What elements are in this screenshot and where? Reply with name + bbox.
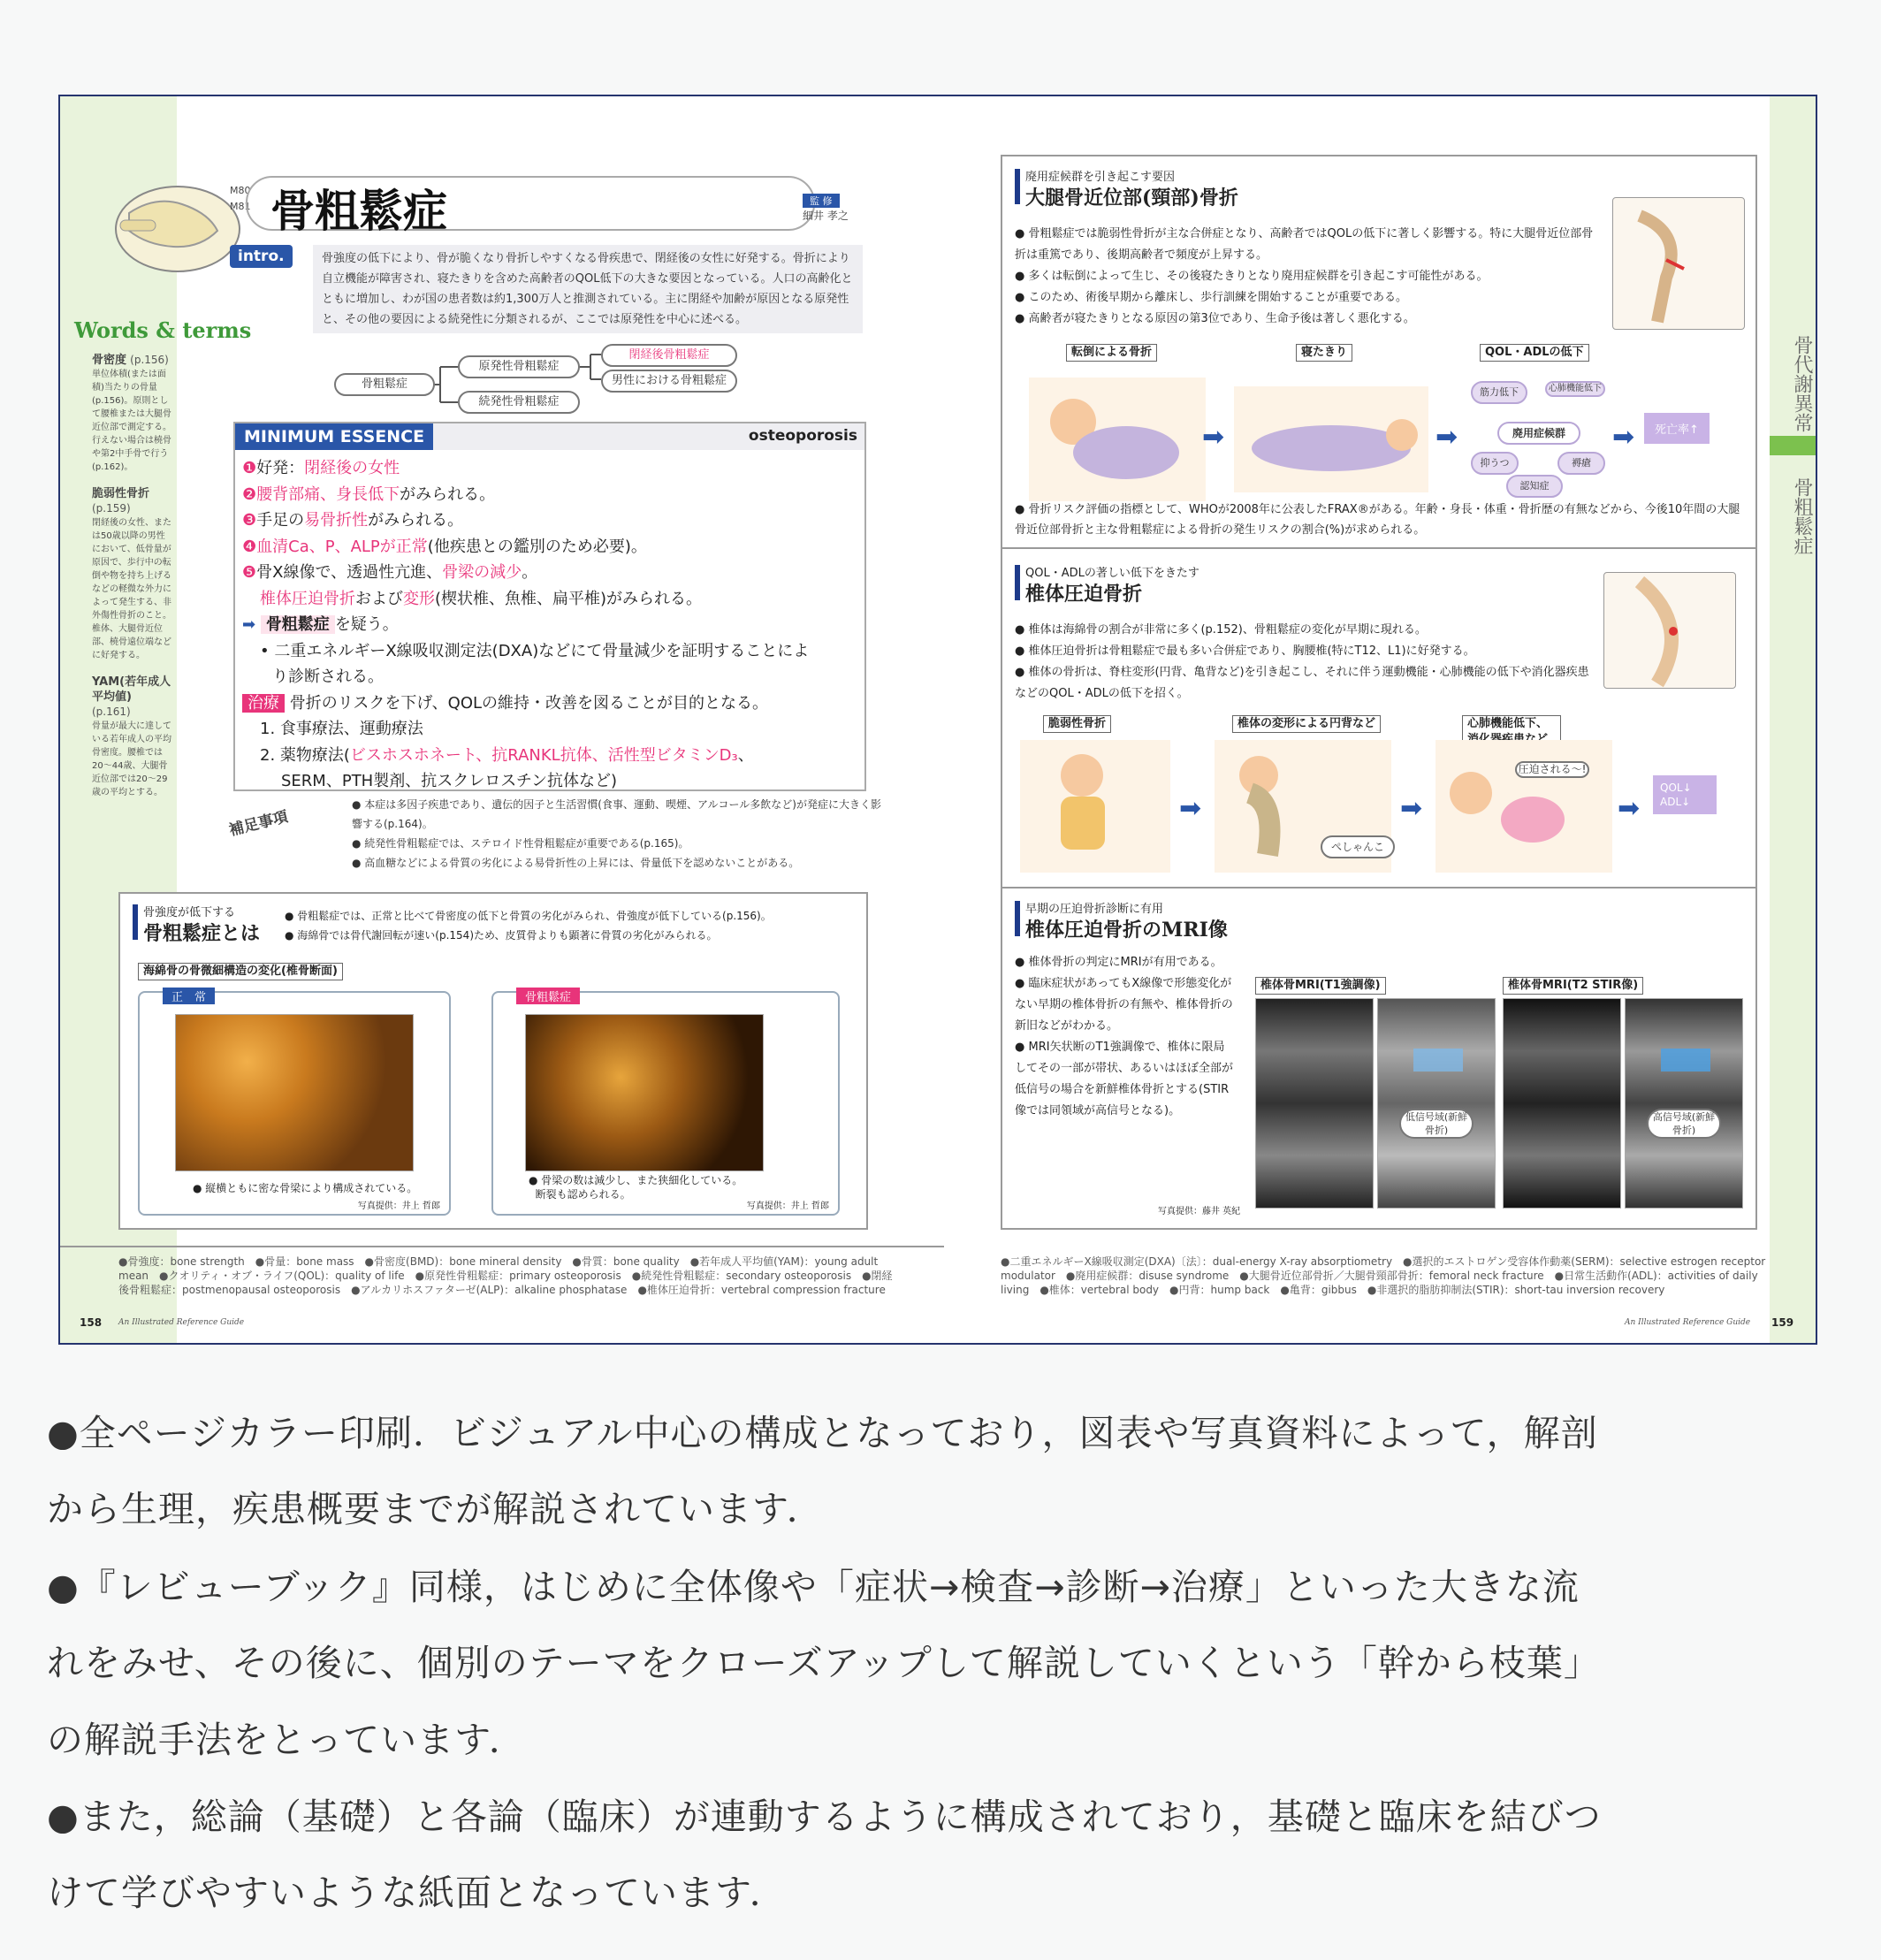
supplement-label: 補足事項 (227, 807, 291, 840)
elderly-lifting-icon (1020, 740, 1170, 873)
supplement-item: ● 続発性骨粗鬆症では、ステロイド性骨粗鬆症が重要である(p.165)。 (352, 837, 689, 850)
essence-treatment: 治療 骨折のリスクを下げ、QOLの維持・改善を図ることが目的となる。 (242, 690, 809, 717)
icd-code: M80 M81 (230, 185, 251, 212)
s1-bullet: ● 高齢者が寝たきりとなる原因の第3位であり、生命予後は著しく悪化する。 (1015, 312, 1415, 325)
mri-stir-photo-a (1503, 998, 1621, 1209)
word-entry: YAM(若年成人平均値) (p.161) 骨量が最大に達している若年成人の平均骨密度。腰椎では20〜44歳、大腿骨近位部では20〜29歳の平均とする。 (92, 675, 171, 797)
essence-item: ❶好発：閉経後の女性 (242, 459, 400, 477)
mri-credit: 写真提供：藤井 英紀 (1158, 1207, 1241, 1216)
s1-subtitle: 廃用症候群を引き起こす要因 (1025, 171, 1176, 184)
s1-bullet: ● このため、術後早期から離床し、歩行訓練を開始することが重要である。 (1015, 291, 1407, 304)
tree-secondary: 続発性骨粗鬆症 (458, 391, 580, 414)
bone-box-notes (285, 906, 859, 945)
essence-suspect: ➡ 骨粗鬆症 を疑う。 (242, 615, 399, 634)
s1-bullet: ● 多くは転倒によって生じ、その後寝たきりとなり廃用症候群を引き起こす可能性がある。 (1015, 270, 1489, 283)
s2-bullet: ● 椎体は海綿骨の割合が非常に多く(p.152)、骨粗鬆症の変化が早期に現れる。 (1015, 623, 1427, 637)
s3-bullet: ● 椎体骨折の判定にMRIが有用である。 (1015, 956, 1222, 969)
s1-title: 大腿骨近位部(頸部)骨折 (1025, 187, 1238, 210)
section-bar (1015, 565, 1020, 600)
tab-disease: 骨粗鬆症 (1791, 477, 1813, 555)
tree-primary: 原発性骨粗鬆症 (458, 355, 580, 378)
bedridden-illustration (1234, 386, 1428, 492)
flow-kyphosis: 椎体の変形による円背など (1232, 715, 1381, 733)
intro-label: intro. (230, 245, 293, 268)
mri-t1-label: 椎体骨MRI(T1強調像) (1255, 977, 1386, 995)
s3-subtitle: 早期の圧迫骨折診断に有用 (1025, 903, 1164, 916)
qol-adl-result: QOL↓ ADL↓ (1653, 775, 1717, 814)
section-bar (133, 904, 138, 940)
section-bar (1015, 169, 1020, 204)
flow-bedridden: 寝たきり (1296, 344, 1352, 362)
words-list (92, 353, 171, 799)
bone-box-title: 骨粗鬆症とは (143, 922, 261, 945)
osteo-bone-panel (491, 991, 840, 1216)
speech-bubble: 圧迫される〜! (1515, 761, 1589, 778)
fall-illustration (1029, 378, 1206, 501)
tree-male: 男性における骨粗鬆症 (601, 370, 737, 393)
normal-note: ● 縦横ともに密な骨梁により構成されている。 (193, 1182, 418, 1194)
high-signal-area (1661, 1049, 1710, 1072)
flow-fall-fracture: 転倒による骨折 (1066, 344, 1157, 362)
s2-bullet: ● 椎体圧迫骨折は骨粗鬆症で最も多い合併症であり、胸腰椎(特にT12、L1)に好発する。 (1015, 644, 1475, 658)
supplement-item: ● 本症は多因子疾患であり、遺伝的因子と生活習慣(食事、運動、喫煙、アルコール多飲など)が発症に大きく影響する(p.164)。 (352, 798, 881, 830)
description-line: けて学びやすいような紙面となっています． (47, 1872, 787, 1914)
frax-note: ● 骨折リスク評価の指標として、WHOが2008年に公表したFRAX®がある。年齢・身長・体重・骨折歴の有無などから、今後10年間の大腿骨近位部骨折と主な骨粗鬆症による骨折の発生リスクの割合(%)が求められる。 (1015, 503, 1740, 537)
description-line: ●『レビューブック』同様，はじめに全体像や「症状→検査→診断→治療」といった大きな流 (47, 1566, 1580, 1608)
s2-subtitle: QOL・ADLの著しい低下をきたす (1025, 567, 1199, 580)
supervisor-label: 監 修 (803, 194, 840, 208)
normal-bone-photo (175, 1014, 414, 1171)
speech-bubble: ぺしゃんこ (1321, 835, 1395, 858)
description-line: の解説手法をとっています． (47, 1719, 526, 1761)
description-line: ●全ページカラー印刷．ビジュアル中心の構成となっており，図表や写真資料によって，解剖 (47, 1412, 1598, 1454)
right-footer-glossary: ●二重エネルギーX線吸収測定(DXA)〔法〕：dual-energy X-ray absorptiometry ●選択的エストロゲン受容体作動薬(SERM)：selective estrogen receptor modulator ●廃用症候群：disuse syndrome ●大腿骨近位部骨折／大腿骨頸部骨折：femoral neck fracture ●日常生活動作(ADL)：activities of daily living ●椎体：vertebral body ●円背：hump back ●亀背：gibbus ●非選択的脂肪抑制法(STIR)：short-tau inversion recovery (1001, 1255, 1766, 1296)
flow-fragility-fracture: 脆弱性骨折 (1043, 715, 1111, 733)
right-index-tab (1770, 96, 1816, 1343)
tree-root: 骨粗鬆症 (334, 373, 435, 396)
right-column-frame (1001, 155, 1757, 1230)
page-title: 骨粗鬆症 (270, 186, 447, 237)
essence-item: ❷腰背部痛、身長低下がみられる。 (242, 484, 496, 504)
essence-item: ❺骨X線像で、透過性亢進、骨梁の減少。 (242, 563, 538, 582)
s2-bullets (1015, 620, 1589, 705)
spine-illustration (1603, 572, 1736, 689)
photo-credit: 写真提供：井上 哲郎 (357, 1201, 440, 1211)
osteo-label: 骨粗鬆症 (516, 988, 580, 1004)
s1-bullet: ● 骨粗鬆症では脆弱性骨折が主な合併症となり、高齢者ではQOLの低下に著しく影響する。特に大腿骨近位部骨折は重篤であり、後期高齢者で頻度が上昇する。 (1015, 227, 1594, 262)
word-entry: 骨密度 (p.156) 単位体積(または面積)当たりの骨量(p.156)。原則として腰椎または大腿骨近位部で測定する。行えない場合は橈骨や第2中手骨で行う(p.162)。 (92, 354, 171, 472)
bone-note: ● 海綿骨では骨代謝回転が速い(p.154)ため、皮質骨よりも顕著に骨質の劣化がみられる。 (285, 929, 718, 942)
treatment-1: 1. 食事療法、運動療法 (260, 720, 423, 738)
right-page-number: 159 (1771, 1316, 1794, 1329)
bone-structure-box (118, 892, 868, 1230)
bubble: 抑うつ (1471, 452, 1519, 475)
essence-header: MINIMUM ESSENCE (235, 423, 433, 450)
left-page-number: 158 (80, 1316, 103, 1329)
left-footer-glossary: ●骨強度：bone strength ●骨量：bone mass ●骨密度(BMD)：bone mineral density ●骨質：bone quality ●若年成人平均値(YAM)：young adult mean ●クオリティ・オブ・ライフ(QOL)：quality of life ●原発性骨粗鬆症：primary osteoporosis ●続発性骨粗鬆症：secondary osteoporosis ●閉経後骨粗鬆症：postmenopausal osteoporosis ●アルカリホスファターゼ(ALP)：alkaline phosphatase ●椎体圧迫骨折：vertebral compression fracture (118, 1255, 893, 1296)
s1-bullets (1015, 224, 1598, 330)
femur-illustration (1612, 197, 1745, 330)
section-divider (1002, 547, 1755, 549)
flow-arrow: ➡ (1179, 793, 1202, 824)
essence-item: ❹血清Ca、P、ALPが正常(他疾患との鑑別のため必要)。 (242, 537, 647, 556)
tab-marker (1770, 436, 1816, 455)
section-bar (1015, 901, 1020, 936)
s3-bullet: ● 臨床症状があってもX線像で形態変化がない早期の椎体骨折の有無や、椎体骨折の新旧などがわかる。 (1015, 977, 1233, 1033)
fragility-illustration (1020, 740, 1170, 873)
intro-text: 骨強度の低下により、骨が脆くなり骨折しやすくなる骨疾患で、閉経後の女性に好発する。骨折により自立機能が障害され、寝たきりを含めた高齢者のQOL低下の大きな要因となっている。人口の高齢化とともに増加し、わが国の患者数は約1,300万人と推測されている。主に閉経や加齢が原因となる原発性と、その他の要因による続発性に分類されるが、ここでは原発性を中心に述べる。 (313, 245, 863, 333)
photo-credit: 写真提供：井上 哲郎 (746, 1201, 829, 1211)
s2-title: 椎体圧迫骨折 (1025, 583, 1143, 606)
tab-category: 骨代謝異常 (1791, 335, 1813, 432)
disuse-syndrome-cluster (1471, 374, 1603, 498)
high-signal-label: 高信号域(新鮮骨折) (1647, 1109, 1721, 1139)
s3-title: 椎体圧迫骨折のMRI像 (1025, 919, 1228, 942)
words-terms-title: Words & terms (74, 317, 252, 343)
bubble: 褥瘡 (1557, 452, 1605, 475)
treatment-2: 2. 薬物療法(ビスホスホネート、抗RANKL抗体、活性型ビタミンD₃、 (260, 745, 754, 765)
s2-bullet: ● 椎体の骨折は、脊柱変形(円背、亀背など)を引き起こし、それに伴う運動機能・心肺機能の低下や消化器疾患などのQOL・ADLの低下を招く。 (1015, 666, 1589, 700)
osteo-bone-photo (525, 1014, 764, 1171)
bone-box-subtitle: 骨強度が低下する (143, 906, 236, 919)
bubble: 心肺機能低下 (1545, 381, 1605, 397)
elderly-fall-icon (1029, 378, 1206, 501)
low-signal-area (1413, 1049, 1463, 1072)
normal-label: 正 常 (163, 988, 215, 1004)
mri-stir-photo-b (1625, 998, 1743, 1209)
mri-t1-photo-b (1377, 998, 1496, 1209)
tree-postmenopausal: 閉経後骨粗鬆症 (601, 344, 737, 367)
bone-icon (94, 178, 244, 284)
treatment-3: SERM、PTH製剤、抗スクレロスチン抗体など) (281, 772, 617, 790)
book-spread (58, 95, 1817, 1345)
bubble: 認知症 (1506, 475, 1563, 498)
femur-icon (1613, 198, 1746, 331)
flow-arrow: ➡ (1618, 793, 1641, 824)
normal-bone-panel (138, 991, 451, 1216)
bubble: 筋力低下 (1471, 381, 1527, 404)
essence-item: ❸手足の易骨折性がみられる。 (242, 511, 464, 530)
bedridden-icon (1234, 386, 1428, 492)
right-page-caption: An Illustrated Reference Guide (1625, 1318, 1751, 1327)
essence-dxa-cont: り診断される。 (272, 667, 384, 686)
s3-bullets (1015, 952, 1236, 1122)
ill-elderly-icon (1436, 740, 1612, 873)
flow-arrow: ➡ (1612, 422, 1635, 453)
essence-dxa: • 二重エネルギーX線吸収測定法(DXA)などにて骨量減少を証明することによ (260, 641, 810, 660)
bone-box-caption: 海綿骨の骨微細構造の変化(椎骨断面) (138, 963, 343, 980)
supplement-item: ● 高血糖などによる骨質の劣化による易骨折性の上昇には、骨量低下を認めないことがある。 (352, 857, 800, 869)
flow-cardio-gi: 心肺機能低下、 (1462, 715, 1561, 749)
osteo-note: ● 骨梁の数は減少し、また狭細化している。 断裂も認められる。 (529, 1174, 743, 1201)
mortality-result: 死亡率↑ (1644, 413, 1710, 444)
flow-qol-decline: QOL・ADLの低下 (1480, 344, 1589, 362)
mri-t1-photo-a (1255, 998, 1374, 1209)
word-entry: 脆弱性骨折 (p.159) 閉経後の女性、または50歳以降の男性において、低骨量が原因で、歩行中の転倒や物を持ち上げるなどの軽微な外力によって発生する、非外傷性骨折のこと。椎体、大腿骨近位部、橈骨遠位端などに好発する。 (92, 487, 171, 660)
essence-list (242, 455, 809, 795)
description-line: から生理，疾患概要までが解説されています． (47, 1488, 824, 1530)
flow-arrow: ➡ (1400, 793, 1423, 824)
s3-bullet: ● MRI矢状断のT1強調像で、椎体に限局してその一部が帯状、あるいはほぼ全部が低信号の場合を新鮮椎体骨折とする(STIR像では同領域が高信号となる)。 (1015, 1041, 1234, 1117)
minimum-essence-box (233, 422, 866, 791)
mri-stir-label: 椎体骨MRI(T2 STIR像) (1503, 977, 1643, 995)
bone-note: ● 骨粗鬆症では、正常と比べて骨密度の低下と骨質の劣化がみられ、骨強度が低下している(p.156)。 (285, 910, 772, 922)
low-signal-label: 低信号域(新鮮骨折) (1399, 1109, 1474, 1139)
description-line: ●また，総論（基礎）と各論（臨床）が連動するように構成されており，基礎と臨床を結びつ (47, 1796, 1602, 1838)
flow-arrow: ➡ (1436, 422, 1458, 453)
essence-item: 椎体圧迫骨折および変形(楔状椎、魚椎、扁平椎)がみられる。 (260, 589, 703, 608)
flow-arrow: ➡ (1202, 422, 1225, 453)
supplement-list (352, 795, 882, 873)
section-divider (1002, 887, 1755, 888)
cardio-illustration (1436, 740, 1612, 873)
description-line: れをみせ、その後に、個別のテーマをクローズアップして解説していくという「幹から枝葉」 (47, 1642, 1601, 1684)
footer-rule (60, 1246, 944, 1247)
spine-icon (1604, 573, 1737, 690)
bubble-center: 廃用症候群 (1497, 422, 1580, 445)
essence-keyword: osteoporosis (748, 427, 857, 445)
left-page-caption: An Illustrated Reference Guide (118, 1318, 245, 1327)
supervisor-name: 細井 孝之 (803, 210, 849, 222)
